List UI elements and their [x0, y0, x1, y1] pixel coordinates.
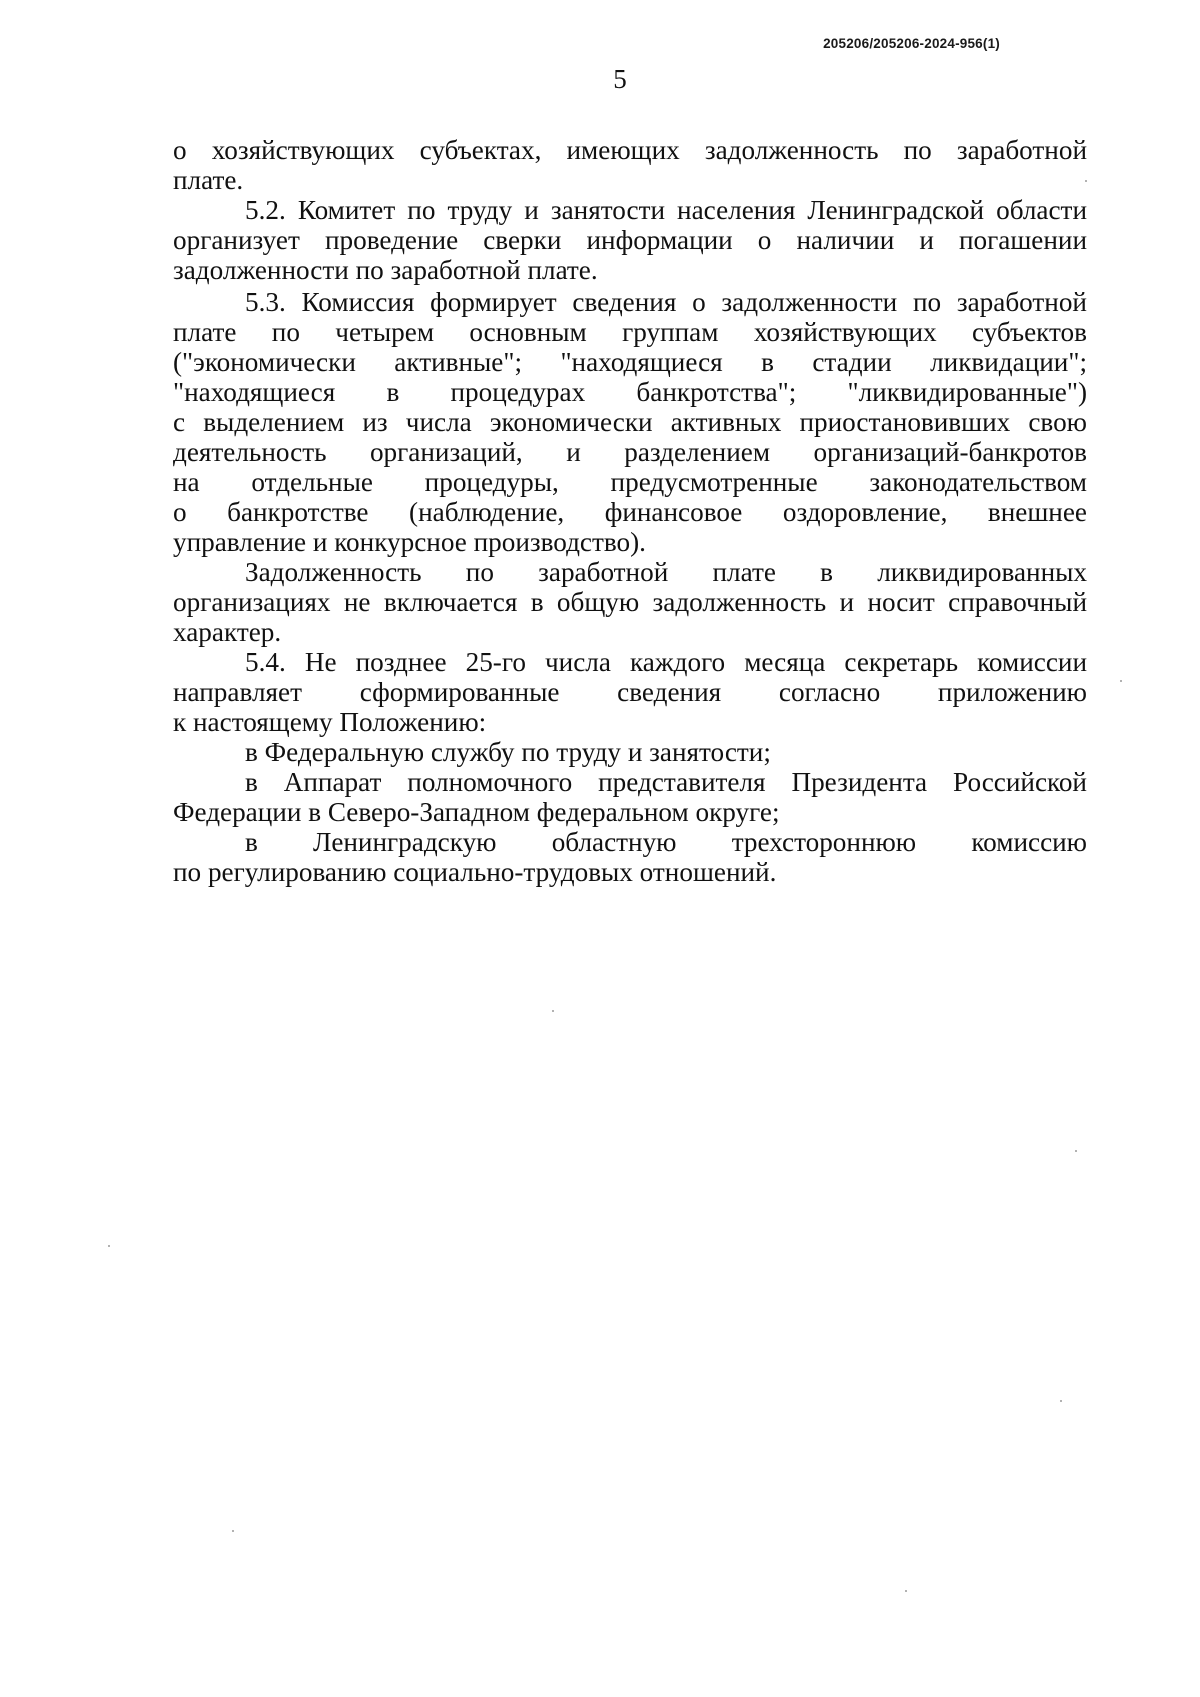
text-line: задолженности по заработной плате. [173, 255, 598, 285]
scan-speck [232, 1530, 234, 1532]
text-line: по регулированию социально-трудовых отношений. [173, 857, 777, 887]
text-line: 5.4. Не позднее 25-го числа каждого месяца секретарь комиссии [245, 647, 1087, 677]
text-line: Федерации в Северо-Западном федеральном округе; [173, 797, 780, 827]
document-id: 205206/205206-2024-956(1) [823, 36, 1000, 51]
text-line: Задолженность по заработной плате в ликвидированных [245, 557, 1087, 587]
text-line: направляет сформированные сведения согласно приложению [173, 677, 1087, 707]
text-line: 5.2. Комитет по труду и занятости населения Ленинградской области [245, 195, 1087, 225]
text-line: организует проведение сверки информации о наличии и погашении [173, 225, 1087, 255]
text-line: деятельность организаций, и разделением организаций-банкротов [173, 437, 1087, 467]
text-line: управление и конкурсное производство). [173, 527, 646, 557]
page-number: 5 [613, 64, 627, 94]
text-line: с выделением из числа экономически активных приостановивших свою [173, 407, 1087, 437]
scan-speck [1120, 680, 1122, 682]
scan-speck [108, 1245, 110, 1247]
text-line: в Ленинградскую областную трехстороннюю комиссию [245, 827, 1087, 857]
scan-speck [1075, 1150, 1077, 1152]
text-line: характер. [173, 617, 282, 647]
text-line: на отдельные процедуры, предусмотренные законодательством [173, 467, 1087, 497]
text-line: о хозяйствующих субъектах, имеющих задолженность по заработной [173, 135, 1087, 165]
text-line: "находящиеся в процедурах банкротства"; "ликвидированные") [173, 377, 1087, 407]
text-line: к настоящему Положению: [173, 707, 487, 737]
text-line: плате по четырем основным группам хозяйствующих субъектов [173, 317, 1087, 347]
text-line: в Аппарат полномочного представителя Президента Российской [245, 767, 1087, 797]
text-line: в Федеральную службу по труду и занятости; [245, 737, 771, 767]
text-line: плате. [173, 165, 244, 195]
text-line: о банкротстве (наблюдение, финансовое оздоровление, внешнее [173, 497, 1087, 527]
scan-speck [1085, 180, 1087, 182]
scan-speck [552, 1010, 554, 1012]
text-line: 5.3. Комиссия формирует сведения о задолженности по заработной [245, 287, 1087, 317]
text-line: организациях не включается в общую задолженность и носит справочный [173, 587, 1087, 617]
scan-speck [905, 1590, 907, 1592]
text-line: ("экономически активные"; "находящиеся в стадии ликвидации"; [173, 347, 1087, 377]
scan-speck [1060, 1400, 1062, 1402]
